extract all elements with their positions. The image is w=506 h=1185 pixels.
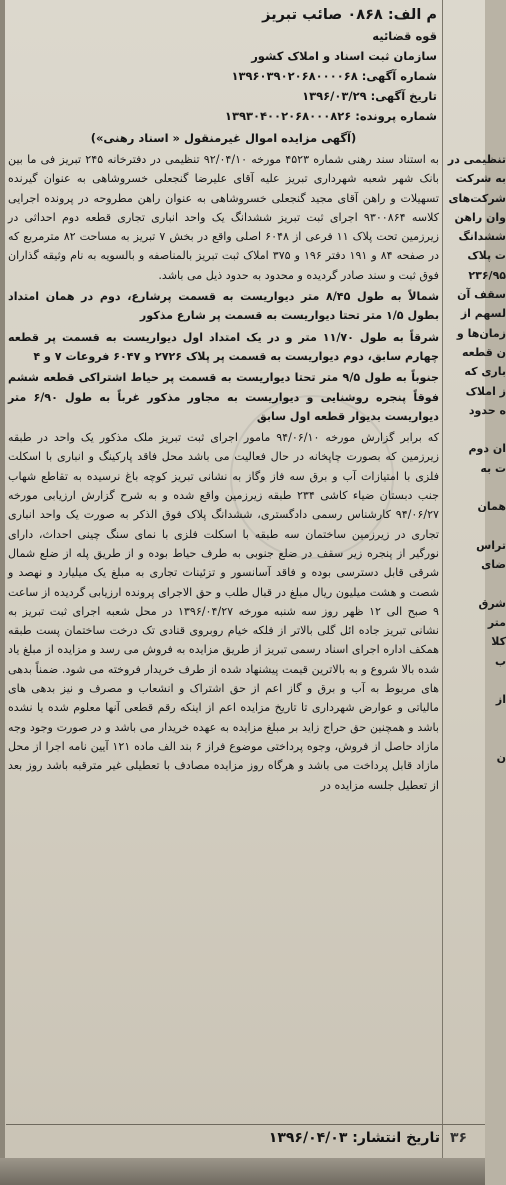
adjacent-text-fragment: ن — [496, 751, 506, 765]
publication-date — [95, 1130, 440, 1154]
adjacent-text-fragment: ششدانگ — [458, 230, 506, 244]
adjacent-text-fragment: کلا — [491, 635, 506, 649]
adjacent-text-fragment: تنظیمی در — [447, 153, 506, 166]
adjacent-text-fragment — [446, 575, 506, 594]
adjacent-text-fragment: تراس — [476, 538, 506, 552]
adjacent-text-fragment: ضای — [481, 558, 506, 572]
adjacent-text-fragment: ه حدود — [468, 403, 506, 417]
notice-paragraph: که برابر گزارش مورخه ۹۴/۰۶/۱۰ مامور اجرای ثبت تبریز ملک مذکور یک واحد در طبقه زیرزمین که بصورت چاپخانه در حال فعالیت می باشد محل فاقد پارکینگ و انباری با اسکلت فلزی با امتیازات آب و برق سه فاز وگاز به نشانی تبریز کوچه باغ نرسیده به تقاطع شهاب جنب دبستان ضیاء کاشی ۲۳۴ طبقه زیرزمین واقع شده و به شرح گزارش ارزیابی مورخه ۹۴/۰۶/۲۷ کارشناس رسمی دادگستری، ششدانگ پلاک فوق الذکر به صورت یک واحد انباری تجاری در زیرزمین ساختمان سه طبقه با اسکلت فلزی با نمای سنگ چینی احداث، دارای نورگیر از پنجره زیر سقف در ضلع جنوبی به طرف حیاط بوده و از طریق پله از ضلع شمال شرقی قابل دسترسی بوده و فاقد آسانسور و تزئینات تجاری به مبلغ یک میلیارد و نهصد و شصت و هشت میلیون ریال مبلغ در قبال طلب و حق الاجرای پرونده ارزیابی گردیده از ساعت ۹ صبح الی ۱۲ ظهر روز سه شنبه مورخه ۱۳۹۶/۰۴/۲۷ در محل شعبه اجرای ثبت تبریز به نشانی تبریز جاده ائل گلی بالاتر از فلکه خیام روبروی قنادی تک درخت ساختمان پست طبقه همکف اداره اجرای اسناد رسمی تبریز از طریق مزایده به فروش می رسد و مزایده از مبلغ یاد شده بالا شروع و به بالاترین قیمت پیشنهاد شده از طرف خریدار فروخته می شود. ضمناً بدهی های مربوط به آب و برق و گاز اعم از حق اشتراک و انشعاب و مصرف و نیز بدهی های مالیاتی و عوارض شهرداری تا تاریخ مزایده اعم از اینکه رقم قطعی آنها معلوم شده یا نشده باشد و همچنین حق حراج زاید بر مبلغ مزایده به عهده خریدار می باشد و در صورت وجود وجه مازاد حاصل از فروش، وجوه پرداختی موضوع فراز ۶ بند الف ماده ۱۲۱ آیین نامه اجرا از محل مازاد قابل پرداخت می باشد و هرگاه روز مزایده مصادف با تعطیلی غیر مترقبه باشد روز بعد از تعطیل جلسه مزایده در — [8, 431, 440, 792]
header-judiciary: قوه قضائیه — [372, 29, 437, 43]
adjacent-text-fragment: ب — [494, 654, 506, 668]
adjacent-column-fragment — [446, 150, 506, 1150]
notice-paragraph: به استناد سند رهنی شماره ۴۵۲۳ مورخه ۹۲/۰۴/۱۰ تنظیمی در دفترخانه ۲۴۵ تبریز فی ما بین بانک شهر شعبه شهرداری تبریز علیه آقای علیرضا گنجعلی خسروشاهی به عنوان گیرنده تسهیلات و راهن آقای مجید گنجعلی خسروشاهی به عنوان راهن مطروحه در پرونده اجرایی کلاسه ۹۳۰۰۸۶۴ اجرای ثبت تبریز ششدانگ یک واحد انباری تجاری قطعه دوم احداثی در زیرزمین تحت پلاک ۱۱ فرعی از ۶۰۴۸ اصلی واقع در بخش ۷ تبریز به مساحت ۸۲ مترمربع که در صفحه ۸۴ و ۱۹۱ دفتر ۱۹۶ و ۳۷۵ املاک ثبت تبریز بالمناصفه و بالسویه به نام وثیقه گذاران فوق ثبت و سند صادر گردیده و محدود به حدود ذیل می باشد. — [8, 153, 440, 282]
adjacent-text-fragment: به شرکت — [455, 172, 506, 186]
adjacent-text-fragment — [446, 517, 506, 536]
notice-header — [6, 4, 441, 126]
auction-notice-article — [6, 4, 441, 1134]
adjacent-text-fragment: همان — [477, 500, 506, 514]
adjacent-text-fragment: وان راهن — [454, 210, 506, 224]
left-page-edge — [0, 0, 5, 1185]
notice-title: (آگهی مزایده اموال غیرمنقول « اسناد رهنی») — [90, 131, 357, 145]
adjacent-text-fragment: متر — [487, 616, 506, 630]
publication-date-label: تاریخ انتشار: — [347, 1130, 440, 1146]
adjacent-text-fragment: ن قطعه — [461, 345, 506, 359]
adjacent-text-fragment — [446, 729, 506, 748]
adjacent-text-fragment: ز املاک — [465, 384, 506, 398]
adjacent-text-fragment: ۲۳۶/۹۵ — [468, 268, 506, 282]
page-number: ۳۶ — [450, 1130, 468, 1146]
header-organization: سازمان ثبت اسناد و املاک کشور — [251, 49, 437, 63]
adjacent-text-fragment: ان دوم — [468, 442, 506, 456]
notice-paragraph: شرقاً به طول ۱۱/۷۰ متر و در یک امتداد اول دیواریست به قسمت پر قطعه چهارم سابق، دوم دیواریست به قسمت پر پلاک ۲۷۲۶ و ۶۰۴۷ فروعات ۷ و ۴ — [8, 330, 439, 363]
notice-paragraph: شمالاً به طول ۸/۴۵ متر دیواریست به قسمت پرشارع، دوم در همان امتداد بطول ۱/۵ متر تحتا دیواریست به قسمت پر شارع مذکور — [8, 290, 439, 323]
adjacent-text-fragment — [446, 478, 506, 497]
footer-divider — [6, 1124, 485, 1125]
adjacent-text-fragment: شرکت‌های — [448, 191, 506, 205]
adjacent-text-fragment: لسهم از — [460, 307, 506, 321]
adjacent-text-fragment — [446, 671, 506, 690]
notice-paragraph: جنوباً به طول ۹/۵ متر تحتا دیواریست به قسمت پر حیاط اشتراکی قطعه ششم فوقاً پنجره روشنایی و دیواریست به مجاور مذکور غرباً به طول ۶/۹۰ متر دیواریست بدیوار قطعه اول سابق — [8, 371, 439, 423]
adjacent-text-fragment: ت به — [480, 461, 506, 475]
column-divider — [442, 0, 443, 1185]
header-case-number: شماره پرونده: ۱۳۹۳۰۴۰۰۲۰۶۸۰۰۰۸۲۶ — [224, 109, 437, 123]
notice-body — [6, 150, 441, 795]
adjacent-text-fragment — [446, 420, 506, 439]
adjacent-text-fragment — [446, 710, 506, 729]
adjacent-text-fragment: شرق — [478, 596, 506, 610]
adjacent-text-fragment: از — [495, 693, 506, 707]
adjacent-text-fragment: باری که — [464, 365, 506, 379]
header-code-line: م الف: ۰۸۶۸ صائب تبریز — [262, 7, 437, 23]
adjacent-text-fragment: ت پلاک — [467, 249, 506, 263]
publication-date-value: ۱۳۹۶/۰۴/۰۳ — [268, 1130, 348, 1146]
adjacent-text-fragment: زمان‌ها و — [456, 326, 506, 340]
adjacent-text-fragment: سقف آن — [457, 288, 506, 302]
header-notice-date: تاریخ آگهی: ۱۳۹۶/۰۳/۲۹ — [302, 89, 437, 103]
header-notice-number: شماره آگهی: ۱۳۹۶۰۳۹۰۲۰۶۸۰۰۰۰۶۸ — [231, 69, 437, 83]
page-bottom-shadow — [0, 1158, 485, 1185]
